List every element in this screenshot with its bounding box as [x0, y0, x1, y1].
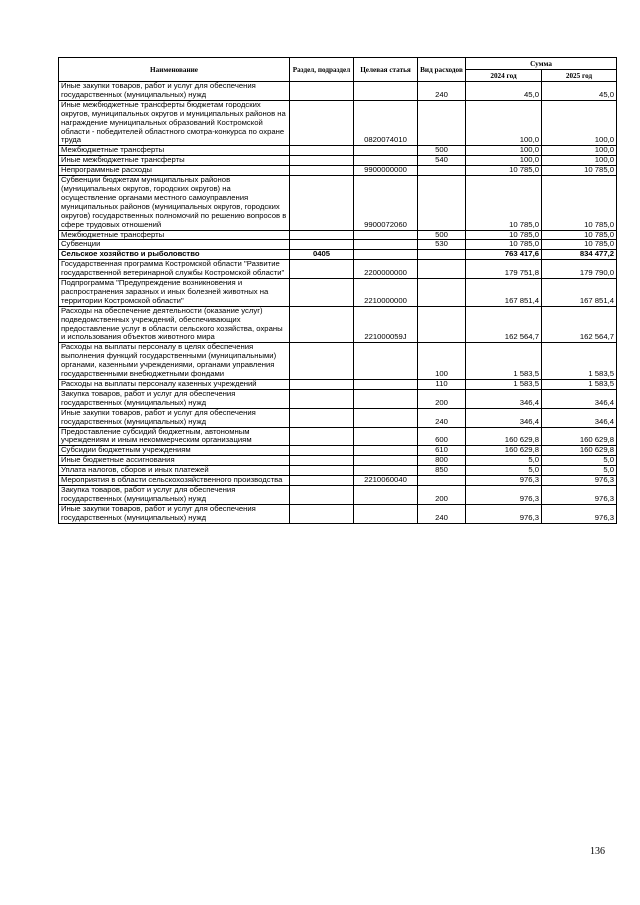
table-row — [59, 176, 617, 230]
table-row — [59, 504, 617, 523]
cell-target: 221000059J — [354, 306, 418, 343]
table-row — [59, 446, 617, 456]
cell-2025: 100,0 — [542, 146, 617, 156]
cell-kind: 240 — [418, 408, 466, 427]
cell-kind: 240 — [418, 82, 466, 101]
cell-section — [290, 446, 354, 456]
table-row — [59, 156, 617, 166]
cell-name: Мероприятия в области сельскохозяйственного производства — [59, 476, 290, 486]
cell-name: Субвенции — [59, 240, 290, 250]
cell-kind: 200 — [418, 485, 466, 504]
cell-target — [354, 156, 418, 166]
cell-2024: 179 751,8 — [466, 260, 542, 279]
table-row — [59, 230, 617, 240]
cell-2025: 5,0 — [542, 466, 617, 476]
cell-name: Расходы на выплаты персоналу казенных учреждений — [59, 380, 290, 390]
cell-2025: 160 629,8 — [542, 446, 617, 456]
cell-name: Сельское хозяйство и рыболовство — [59, 250, 290, 260]
cell-target — [354, 456, 418, 466]
cell-kind — [418, 260, 466, 279]
cell-2025: 162 564,7 — [542, 306, 617, 343]
cell-kind — [418, 476, 466, 486]
cell-kind: 610 — [418, 446, 466, 456]
cell-section — [290, 279, 354, 307]
cell-name: Межбюджетные трансферты — [59, 230, 290, 240]
table-body — [59, 82, 617, 524]
cell-kind — [418, 166, 466, 176]
cell-2024: 100,0 — [466, 156, 542, 166]
cell-name: Расходы на обеспечение деятельности (оказание услуг) подведомственных учреждений, обеспечивающих предоставление услуг в области сельского хозяйства, охраны и использования объектов животного мира — [59, 306, 290, 343]
header-kind: Вид расходов — [418, 58, 466, 82]
cell-2024: 10 785,0 — [466, 230, 542, 240]
table-row — [59, 279, 617, 307]
table-row — [59, 456, 617, 466]
cell-name: Непрограммные расходы — [59, 166, 290, 176]
cell-section — [290, 176, 354, 230]
table-row — [59, 466, 617, 476]
cell-2025: 179 790,0 — [542, 260, 617, 279]
cell-name: Субсидии бюджетным учреждениям — [59, 446, 290, 456]
cell-name: Иные закупки товаров, работ и услуг для обеспечения государственных (муниципальных) нужд — [59, 504, 290, 523]
cell-kind: 200 — [418, 389, 466, 408]
cell-section — [290, 504, 354, 523]
cell-section — [290, 380, 354, 390]
cell-section — [290, 389, 354, 408]
cell-2024: 976,3 — [466, 504, 542, 523]
cell-2024: 5,0 — [466, 456, 542, 466]
cell-section — [290, 156, 354, 166]
cell-section — [290, 146, 354, 156]
cell-target — [354, 146, 418, 156]
table-row — [59, 82, 617, 101]
cell-section — [290, 343, 354, 380]
cell-section — [290, 476, 354, 486]
cell-kind — [418, 100, 466, 146]
cell-name: Подпрограмма "Предупреждение возникновения и распространения заразных и иных болезней животных на территории Костромской области" — [59, 279, 290, 307]
header-section: Раздел, подраздел — [290, 58, 354, 82]
header-year-2024: 2024 год — [466, 70, 542, 82]
cell-kind: 850 — [418, 466, 466, 476]
cell-2025: 346,4 — [542, 408, 617, 427]
cell-name: Иные межбюджетные трансферты бюджетам городских округов, муниципальных округов и муниципальных районов на награждение муниципальных образований Костромской области - победителей областного смотра-конкурса по охране труда — [59, 100, 290, 146]
cell-kind: 800 — [418, 456, 466, 466]
table-row — [59, 389, 617, 408]
cell-section — [290, 100, 354, 146]
table-row — [59, 100, 617, 146]
cell-kind: 110 — [418, 380, 466, 390]
cell-target — [354, 466, 418, 476]
cell-kind: 540 — [418, 156, 466, 166]
cell-target: 9900072060 — [354, 176, 418, 230]
cell-2024: 160 629,8 — [466, 427, 542, 446]
cell-2025: 45,0 — [542, 82, 617, 101]
cell-kind: 600 — [418, 427, 466, 446]
cell-section — [290, 408, 354, 427]
cell-2025: 10 785,0 — [542, 240, 617, 250]
cell-target — [354, 504, 418, 523]
cell-target — [354, 250, 418, 260]
cell-2025: 10 785,0 — [542, 166, 617, 176]
cell-target — [354, 446, 418, 456]
cell-2025: 1 583,5 — [542, 380, 617, 390]
table-row — [59, 343, 617, 380]
cell-target: 9900000000 — [354, 166, 418, 176]
cell-section — [290, 456, 354, 466]
cell-2024: 100,0 — [466, 100, 542, 146]
cell-2024: 167 851,4 — [466, 279, 542, 307]
cell-kind: 240 — [418, 504, 466, 523]
cell-kind: 100 — [418, 343, 466, 380]
cell-section — [290, 260, 354, 279]
cell-2025: 100,0 — [542, 100, 617, 146]
cell-target: 2200000000 — [354, 260, 418, 279]
cell-section — [290, 427, 354, 446]
cell-2024: 346,4 — [466, 389, 542, 408]
table-row — [59, 250, 617, 260]
cell-2024: 976,3 — [466, 485, 542, 504]
cell-2025: 976,3 — [542, 476, 617, 486]
cell-name: Межбюджетные трансферты — [59, 146, 290, 156]
cell-2024: 10 785,0 — [466, 166, 542, 176]
cell-target: 2210060040 — [354, 476, 418, 486]
table-row — [59, 146, 617, 156]
cell-section — [290, 230, 354, 240]
header-sum: Сумма — [466, 58, 617, 70]
cell-2024: 1 583,5 — [466, 343, 542, 380]
header-target: Целевая статья — [354, 58, 418, 82]
table-row — [59, 485, 617, 504]
cell-name: Иные закупки товаров, работ и услуг для обеспечения государственных (муниципальных) нужд — [59, 82, 290, 101]
cell-2025: 167 851,4 — [542, 279, 617, 307]
cell-2025: 976,3 — [542, 485, 617, 504]
page-number: 136 — [590, 846, 605, 857]
cell-name: Субвенции бюджетам муниципальных районов (муниципальных округов, городских округов) на осуществление органами местного самоуправления муниципальных районов (муниципальных округов, городских округов) государственных полномочий по решению вопросов в сфере трудовых отношений — [59, 176, 290, 230]
cell-name: Государственная программа Костромской области "Развитие государственной ветеринарной службы Костромской области" — [59, 260, 290, 279]
cell-2025: 10 785,0 — [542, 230, 617, 240]
cell-kind — [418, 279, 466, 307]
table-row — [59, 240, 617, 250]
cell-target — [354, 380, 418, 390]
cell-section — [290, 306, 354, 343]
cell-kind — [418, 250, 466, 260]
cell-name: Иные бюджетные ассигнования — [59, 456, 290, 466]
cell-target — [354, 408, 418, 427]
cell-name: Уплата налогов, сборов и иных платежей — [59, 466, 290, 476]
table-row — [59, 306, 617, 343]
cell-2025: 346,4 — [542, 389, 617, 408]
cell-2025: 5,0 — [542, 456, 617, 466]
cell-kind: 530 — [418, 240, 466, 250]
cell-target — [354, 343, 418, 380]
header-name: Наименование — [59, 58, 290, 82]
cell-2025: 1 583,5 — [542, 343, 617, 380]
budget-table — [58, 57, 617, 524]
cell-name: Закупка товаров, работ и услуг для обеспечения государственных (муниципальных) нужд — [59, 389, 290, 408]
cell-section — [290, 485, 354, 504]
cell-kind: 500 — [418, 146, 466, 156]
cell-name: Предоставление субсидий бюджетным, автономным учреждениям и иным некоммерческим организациям — [59, 427, 290, 446]
cell-2025: 160 629,8 — [542, 427, 617, 446]
cell-section — [290, 240, 354, 250]
table-row — [59, 476, 617, 486]
cell-target: 0820074010 — [354, 100, 418, 146]
cell-kind — [418, 306, 466, 343]
cell-target — [354, 427, 418, 446]
table-row — [59, 166, 617, 176]
cell-2025: 976,3 — [542, 504, 617, 523]
table-header — [59, 58, 617, 82]
cell-2024: 162 564,7 — [466, 306, 542, 343]
cell-name: Расходы на выплаты персоналу в целях обеспечения выполнения функций государственными (муниципальными) органами, казенными учреждениями, органами управления государственными внебюджетными фондами — [59, 343, 290, 380]
table-row — [59, 408, 617, 427]
cell-section: 0405 — [290, 250, 354, 260]
cell-2025: 834 477,2 — [542, 250, 617, 260]
cell-2024: 346,4 — [466, 408, 542, 427]
cell-target — [354, 230, 418, 240]
cell-2024: 160 629,8 — [466, 446, 542, 456]
cell-section — [290, 166, 354, 176]
header-year-2025: 2025 год — [542, 70, 617, 82]
cell-name: Иные закупки товаров, работ и услуг для обеспечения государственных (муниципальных) нужд — [59, 408, 290, 427]
cell-2024: 10 785,0 — [466, 240, 542, 250]
cell-target — [354, 389, 418, 408]
cell-name: Иные межбюджетные трансферты — [59, 156, 290, 166]
cell-name: Закупка товаров, работ и услуг для обеспечения государственных (муниципальных) нужд — [59, 485, 290, 504]
cell-2024: 1 583,5 — [466, 380, 542, 390]
cell-kind: 500 — [418, 230, 466, 240]
cell-kind — [418, 176, 466, 230]
cell-2025: 10 785,0 — [542, 176, 617, 230]
cell-section — [290, 466, 354, 476]
cell-section — [290, 82, 354, 101]
cell-2025: 100,0 — [542, 156, 617, 166]
table-row — [59, 380, 617, 390]
table-row — [59, 260, 617, 279]
cell-target — [354, 485, 418, 504]
cell-2024: 5,0 — [466, 466, 542, 476]
table-row — [59, 427, 617, 446]
cell-2024: 976,3 — [466, 476, 542, 486]
cell-2024: 763 417,6 — [466, 250, 542, 260]
cell-target: 2210000000 — [354, 279, 418, 307]
cell-target — [354, 240, 418, 250]
cell-2024: 100,0 — [466, 146, 542, 156]
cell-2024: 45,0 — [466, 82, 542, 101]
cell-target — [354, 82, 418, 101]
cell-2024: 10 785,0 — [466, 176, 542, 230]
